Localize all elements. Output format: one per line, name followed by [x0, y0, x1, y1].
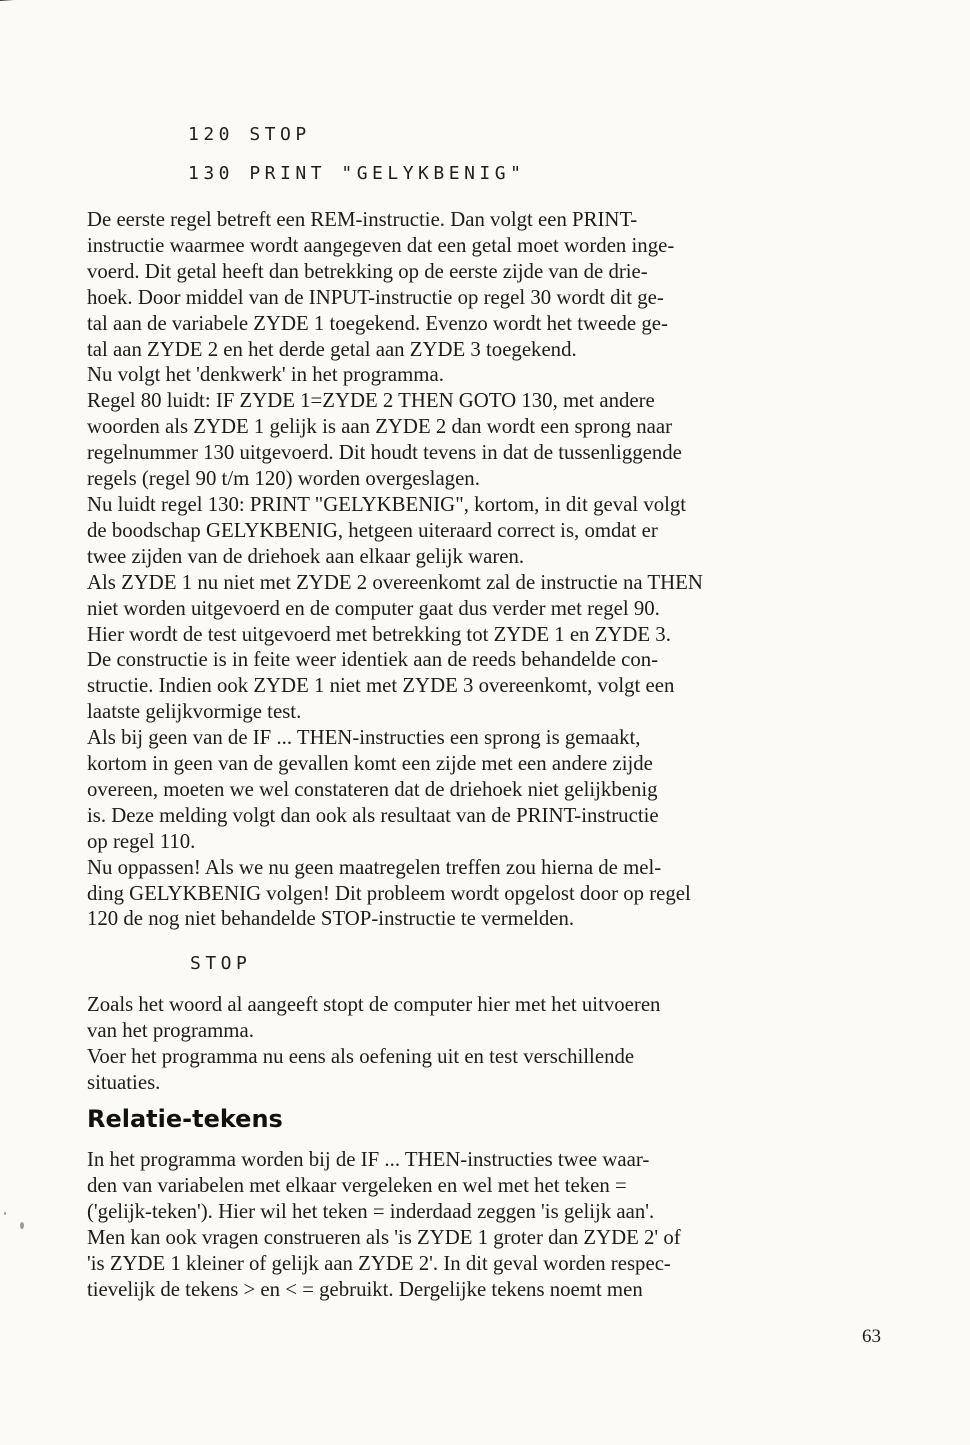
- scan-edge-line: [0, 0, 140, 1]
- text-line: regels (regel 90 t/m 120) worden overgeslagen.: [87, 467, 480, 491]
- paragraph-explanation: [87, 207, 907, 932]
- text-line: op regel 110.: [87, 829, 196, 853]
- text-line: instructie waarmee wordt aangegeven dat een getal moet worden inge-: [87, 233, 675, 257]
- text-line: Men kan ook vragen construeren als 'is ZYDE 1 groter dan ZYDE 2' of: [87, 1225, 681, 1249]
- text-line: niet worden uitgevoerd en de computer gaat dus verder met regel 90.: [87, 596, 660, 620]
- text-line: ding GELYKBENIG volgen! Dit probleem wordt opgelost door op regel: [87, 881, 691, 905]
- text-line: tievelijk de tekens > en < = gebruikt. Dergelijke tekens noemt men: [87, 1277, 643, 1301]
- paragraph-stop-explanation: [87, 992, 907, 1096]
- text-line: 'is ZYDE 1 kleiner of gelijk aan ZYDE 2'. In dit geval worden respec-: [87, 1251, 671, 1275]
- text-line: Voer het programma nu eens als oefening uit en test verschillende: [87, 1044, 635, 1068]
- text-line: In het programma worden bij de IF ... THEN-instructies twee waar-: [87, 1148, 650, 1171]
- text-line: van het programma.: [87, 1018, 254, 1042]
- text-line: De constructie is in feite weer identiek aan de reeds behandelde con-: [87, 648, 659, 672]
- section-heading: Relatie-tekens: [87, 1105, 283, 1133]
- page-number: 63: [862, 1326, 881, 1347]
- text-line: kortom in geen van de gevallen komt een zijde met een andere zijde: [87, 752, 653, 776]
- text-line: hoek. Door middel van de INPUT-instructie op regel 30 wordt dit ge-: [87, 285, 664, 309]
- text-line: Nu oppassen! Als we nu geen maatregelen treffen zou hierna de mel-: [87, 855, 662, 879]
- text-line: Zoals het woord al aangeeft stopt de computer hier met het uitvoeren: [87, 993, 661, 1016]
- text-line: situaties.: [87, 1070, 161, 1094]
- scan-speck: [4, 1212, 6, 1215]
- paragraph-relational-signs: [87, 1147, 907, 1302]
- text-line: tal aan de variabele ZYDE 1 toegekend. Evenzo wordt het tweede ge-: [87, 311, 668, 335]
- text-line: Nu luidt regel 130: PRINT "GELYKBENIG", kortom, in dit geval volgt: [87, 492, 687, 516]
- text-line: De eerste regel betreft een REM-instructie. Dan volgt een PRINT-: [87, 208, 638, 231]
- text-line: laatste gelijkvormige test.: [87, 700, 302, 724]
- text-line: Nu volgt het 'denkwerk' in het programma.: [87, 363, 444, 387]
- text-line: de boodschap GELYKBENIG, hetgeen uiteraard correct is, omdat er: [87, 518, 658, 542]
- code-stop: STOP: [190, 953, 252, 974]
- code-line-120: 120 STOP: [188, 124, 311, 145]
- text-line: woorden als ZYDE 1 gelijk is aan ZYDE 2 dan wordt een sprong naar: [87, 415, 673, 439]
- text-line: is. Deze melding volgt dan ook als resultaat van de PRINT-instructie: [87, 803, 659, 827]
- code-line-130: 130 PRINT "GELYKBENIG": [188, 163, 526, 184]
- text-line: Als bij geen van de IF ... THEN-instructies een sprong is gemaakt,: [87, 726, 641, 750]
- text-line: Hier wordt de test uitgevoerd met betrekking tot ZYDE 1 en ZYDE 3.: [87, 622, 671, 646]
- text-line: Regel 80 luidt: IF ZYDE 1=ZYDE 2 THEN GOTO 130, met andere: [87, 389, 655, 413]
- text-line: voerd. Dit getal heeft dan betrekking op de eerste zijde van de drie-: [87, 259, 648, 283]
- text-line: structie. Indien ook ZYDE 1 niet met ZYDE 3 overeenkomt, volgt een: [87, 674, 675, 698]
- text-line: overeen, moeten we wel constateren dat de driehoek niet gelijkbenig: [87, 777, 658, 801]
- scan-speck: [20, 1222, 24, 1229]
- text-line: Als ZYDE 1 nu niet met ZYDE 2 overeenkomt zal de instructie na THEN: [87, 570, 703, 594]
- text-line: den van variabelen met elkaar vergeleken en wel met het teken =: [87, 1173, 627, 1197]
- text-line: 120 de nog niet behandelde STOP-instructie te vermelden.: [87, 907, 575, 931]
- text-line: tal aan ZYDE 2 en het derde getal aan ZYDE 3 toegekend.: [87, 337, 577, 361]
- text-line: regelnummer 130 uitgevoerd. Dit houdt tevens in dat de tussenliggende: [87, 441, 682, 465]
- text-line: twee zijden van de driehoek aan elkaar gelijk waren.: [87, 544, 525, 568]
- text-line: ('gelijk-teken'). Hier wil het teken = inderdaad zeggen 'is gelijk aan'.: [87, 1199, 655, 1223]
